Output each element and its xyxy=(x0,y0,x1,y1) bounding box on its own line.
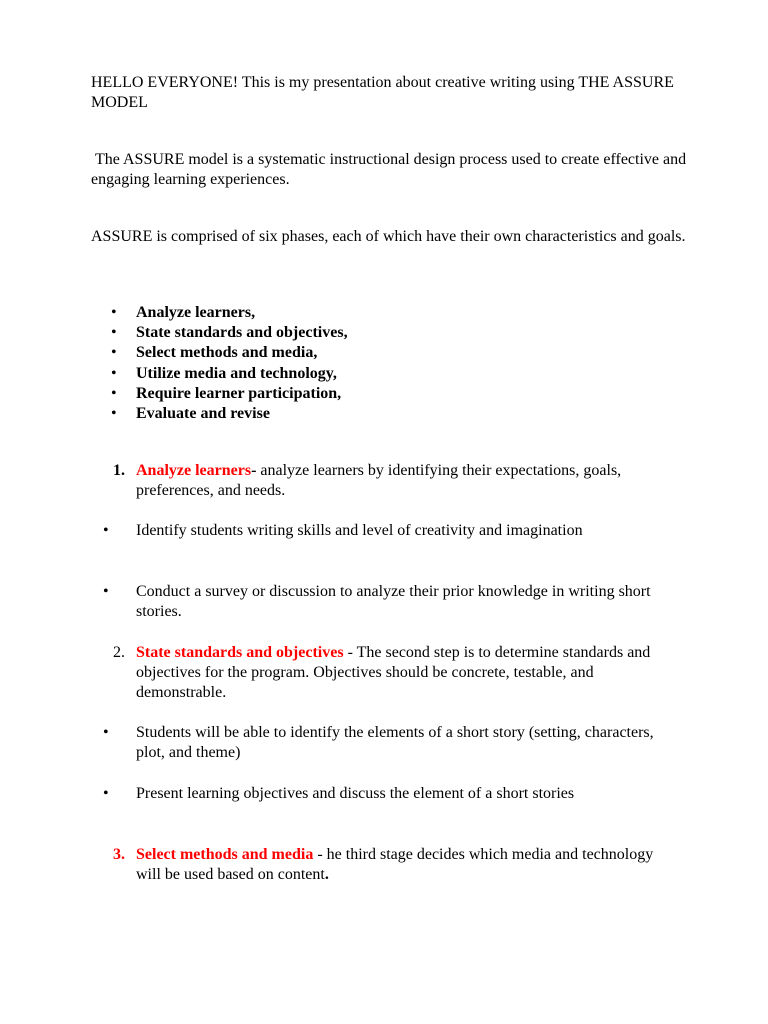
bullet-icon: • xyxy=(111,304,117,321)
phase-label: Require learner participation, xyxy=(136,384,342,402)
bullet-icon: • xyxy=(111,324,117,342)
bullet-icon: • xyxy=(103,583,109,600)
bullet-icon: • xyxy=(111,404,117,422)
definition-paragraph: The ASSURE model is a systematic instructional design process used to create effective and engaging learning experiences. xyxy=(91,151,691,188)
step-text: analyze learners by identifying their expectations, goals, preferences, and needs. xyxy=(136,462,622,499)
step-heading: Select methods and media xyxy=(136,846,314,863)
step-heading: Analyze learners xyxy=(136,462,252,479)
phase-label: Utilize media and technology, xyxy=(136,364,337,382)
phase-item xyxy=(0,323,700,343)
bullet-icon: • xyxy=(111,364,117,382)
step-body xyxy=(136,845,681,885)
phase-item xyxy=(0,404,700,424)
step-text: The second step is to determine standards and objectives for the program. Objectives should be concrete, testable, and demonstrable. xyxy=(136,644,651,701)
step-separator: - xyxy=(251,462,257,479)
step-text: he third stage decides which media and technology will be used based on content xyxy=(136,846,654,883)
step-body xyxy=(136,461,681,501)
step-number: 3. xyxy=(113,846,125,863)
phase-label: Evaluate and revise xyxy=(136,404,270,422)
phase-item xyxy=(0,343,700,363)
phase-item xyxy=(0,303,700,323)
step-end-mark: . xyxy=(324,866,329,883)
phase-label: Analyze learners, xyxy=(136,304,256,321)
step-separator: - xyxy=(343,644,357,661)
intro-paragraph: HELLO EVERYONE! This is my presentation about creative writing using THE ASSURE MODEL xyxy=(91,74,674,111)
phases-intro-paragraph: ASSURE is comprised of six phases, each of which have their own characteristics and goals. xyxy=(91,228,686,245)
step-number: 1. xyxy=(113,462,125,479)
step-separator: - xyxy=(313,846,327,863)
bullet-icon: • xyxy=(103,785,109,802)
point-text: Conduct a survey or discussion to analyze their prior knowledge in writing short stories. xyxy=(136,583,651,620)
phase-item xyxy=(0,364,700,384)
point-text: Present learning objectives and discuss the element of a short stories xyxy=(136,785,575,802)
bullet-icon: • xyxy=(111,384,117,402)
phase-label: State standards and objectives, xyxy=(136,324,348,342)
bullet-icon: • xyxy=(103,522,109,539)
bullet-icon: • xyxy=(103,724,109,741)
point-text: Identify students writing skills and level of creativity and imagination xyxy=(136,522,583,539)
phase-label: Select methods and media, xyxy=(136,344,318,362)
point-text: Students will be able to identify the elements of a short story (setting, characters, plot, and theme) xyxy=(136,724,654,761)
step-number: 2. xyxy=(113,644,125,661)
phases-list xyxy=(0,303,700,424)
step-heading: State standards and objectives xyxy=(136,644,344,661)
phase-item xyxy=(0,384,700,404)
bullet-icon: • xyxy=(111,344,117,362)
step-body xyxy=(136,643,681,703)
